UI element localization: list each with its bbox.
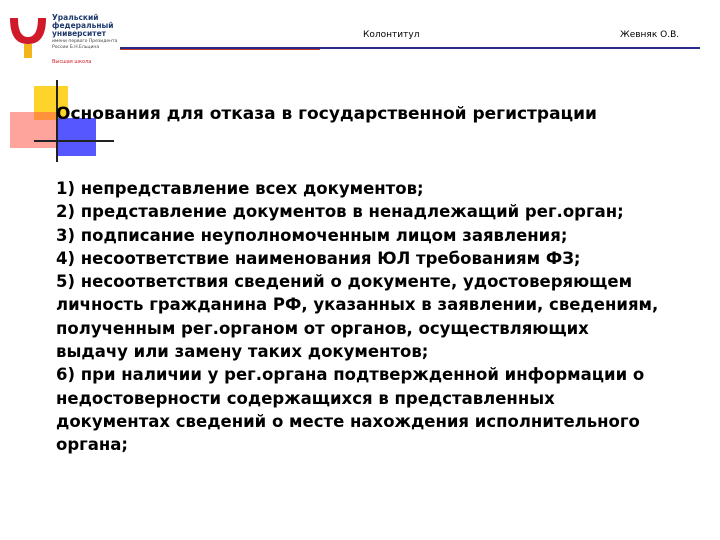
list-item: 2) представление документов в ненадлежащий рег.орган;: [56, 202, 624, 222]
header-kolontitul: Колонтитул: [363, 30, 420, 40]
logo-red-text: Высшая школа: [52, 59, 92, 65]
logo-line: Уральский: [52, 13, 99, 22]
urfu-logo-icon: [4, 14, 50, 62]
logo-line: федеральный: [52, 21, 114, 30]
logo-text: [52, 14, 117, 50]
logo-subtitle: имени первого Президента: [52, 39, 118, 44]
list-item: 3) подписание неуполномоченным лицом заявления;: [56, 225, 568, 245]
decor-red-square: [10, 112, 56, 148]
header-author: Жевняк О.В.: [620, 30, 680, 40]
list-item: 6) при наличии у рег.органа подтвержденной информации о недостоверности содержащихся в представленных документах сведений о месте нахождения исполнительного органа;: [56, 365, 645, 455]
logo-subtitle: России Б.Н.Ельцина: [52, 45, 100, 50]
decor-horizontal-line: [34, 140, 114, 142]
slide-title: Основания для отказа в государственной регистрации: [56, 104, 597, 124]
list-item: 1) непредставление всех документов;: [56, 179, 424, 198]
header-divider-accent: [120, 49, 320, 50]
university-logo: [4, 14, 124, 64]
list-item: 5) несоответствия сведений о документе, удостоверяющем личность гражданина РФ, указанных в заявлении, сведениям, полученным рег.органом от органов, осуществляющих выдачу или замену таких документов;: [56, 272, 659, 362]
logo-line: университет: [52, 29, 107, 38]
list-item: 4) несоответствие наименования ЮЛ требованиям ФЗ;: [56, 248, 581, 268]
grounds-list: [56, 177, 666, 457]
